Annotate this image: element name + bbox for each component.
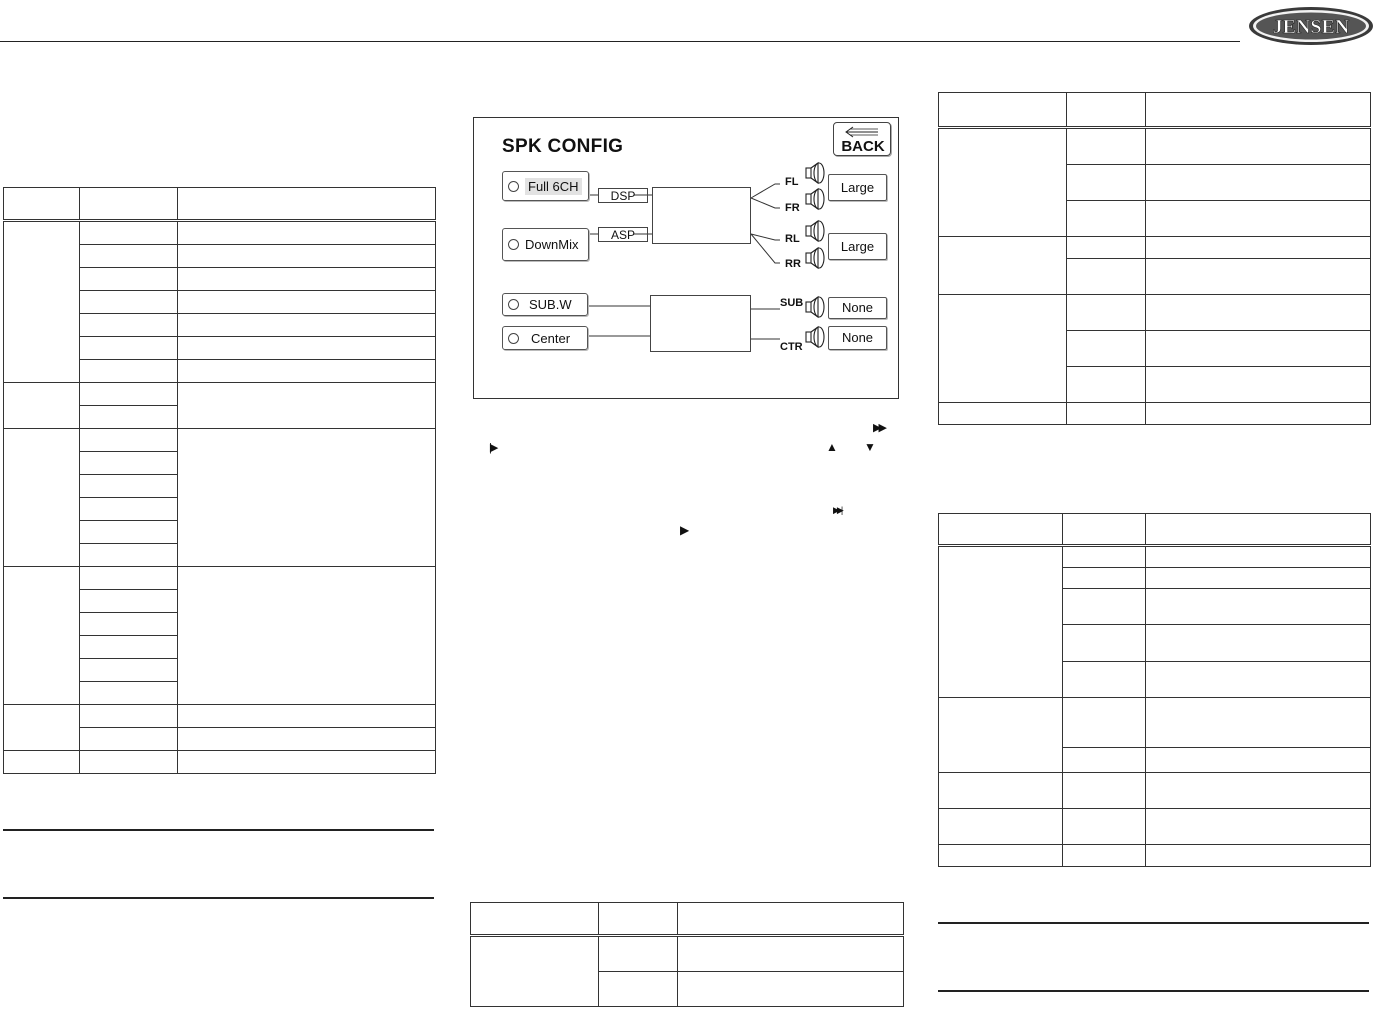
channel-fr-label: FR [785, 202, 800, 214]
play-icon: ▶ [680, 523, 690, 537]
spk-config-screen [473, 117, 899, 399]
sub-size-button[interactable]: None [828, 297, 887, 319]
channel-rr-label: RR [785, 258, 801, 270]
radio-icon [508, 181, 519, 192]
jensen-logo [1248, 6, 1374, 46]
center-size-button[interactable]: None [828, 326, 887, 350]
back-label: BACK [841, 138, 885, 155]
mode-downmix-label: DownMix [525, 237, 579, 252]
left-table [3, 187, 436, 774]
asp-tag: ASP [598, 227, 648, 242]
right-bottom-table [938, 513, 1371, 867]
mode-downmix[interactable] [502, 228, 589, 261]
dsp-tag: DSP [598, 188, 648, 203]
fast-forward-icon: ▶▶ [873, 422, 884, 434]
spk-config-title: SPK CONFIG [502, 136, 624, 157]
logo-text: JENSEN [1272, 16, 1350, 38]
mode-full-6ch[interactable] [502, 171, 589, 201]
up-arrow-icon: ▲ [826, 440, 838, 454]
mode-full-6ch-label: Full 6CH [525, 178, 582, 195]
right-note-rule-bottom [938, 990, 1369, 992]
channel-fl-label: FL [785, 176, 799, 188]
radio-icon [508, 299, 519, 310]
right-note-rule-top [938, 922, 1369, 924]
right-top-table [938, 92, 1371, 425]
output-sub-w-label: SUB.W [529, 297, 572, 312]
sub-center-box [650, 295, 751, 352]
step-forward-icon: |▶ [489, 442, 497, 454]
header-rule [0, 41, 1240, 42]
next-track-icon: ▶▶| [833, 505, 841, 515]
left-note-rule-top [3, 829, 434, 831]
channel-rl-label: RL [785, 233, 800, 245]
rear-size-button[interactable]: Large [828, 233, 887, 260]
main-processor-box [652, 187, 751, 244]
channel-sub-label: SUB [780, 297, 804, 309]
output-center[interactable] [502, 326, 588, 350]
speaker-icons [804, 158, 828, 358]
left-note-rule-bottom [3, 897, 434, 899]
down-arrow-icon: ▼ [864, 440, 876, 454]
radio-icon [508, 333, 519, 344]
output-sub-w[interactable] [502, 293, 588, 316]
output-center-label: Center [531, 330, 571, 346]
front-size-button[interactable]: Large [828, 174, 887, 201]
channel-ctr-label: CTR [780, 341, 803, 353]
middle-table [470, 902, 904, 1007]
radio-icon [508, 239, 519, 250]
